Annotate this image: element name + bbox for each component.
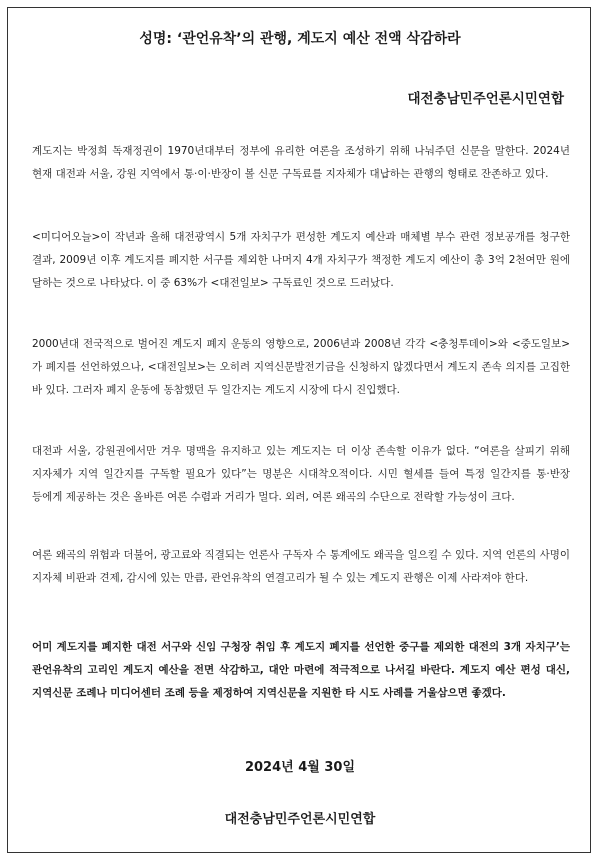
paragraph-3: 2000년대 전국적으로 벌어진 계도지 폐지 운동의 영향으로, 2006년과 2008년 각각 <충청투데이>와 <중도일보>가 폐지를 선언하였으나, <대전일보>는 오히려 지역신문발전기금을 신청하지 않겠다면서 계도지 존속 의지를 고집한 바 있다. 그러자 폐지 운동에 동참했던 두 일간지는 계도지 시장에 다시 진입했다. (32, 338, 570, 396)
issuer-name: 대전충남민주언론시민연합 (407, 91, 564, 107)
paragraph-1: 계도지는 박정희 독재정권이 1970년대부터 정부에 유리한 여론을 조성하기 위해 나눠주던 신문을 말한다. 2024년 현재 대전과 서울, 강원 지역에서 통·이·반장이 볼 신문 구독료를 지자체가 대납하는 관행의 형태로 잔존하고 있다. (32, 145, 570, 180)
paragraph-5: 여론 왜곡의 위험과 더불어, 광고료와 직결되는 언론사 구독자 수 통계에도 왜곡을 일으킬 수 있다. 지역 언론의 사명이 지자체 비판과 견제, 감시에 있는 만큼, 관언유착의 연결고리가 될 수 있는 계도지 관행은 이제 사라져야 한다. (32, 549, 570, 584)
signature-name: 대전충남민주언론시민연합 (224, 812, 376, 827)
statement-title: 성명: ‘관언유착’의 관행, 계도지 예산 전액 삭감하라 (139, 31, 461, 47)
paragraph-4: 대전과 서울, 강원권에서만 겨우 명맥을 유지하고 있는 계도지는 더 이상 존속할 이유가 없다. “여론을 살피기 위해 지자체가 지역 일간지를 구독할 필요가 있다”는 명분은 시대착오적이다. 시민 혈세를 들여 특정 일간지를 통·반장 등에게 제공하는 것은 올바른 여론 수렴과 거리가 멀다. 외려, 여론 왜곡의 수단으로 전락할 가능성이 크다. (32, 445, 570, 503)
statement-date: 2024년 4월 30일 (244, 760, 356, 775)
document-border (7, 7, 591, 853)
paragraph-6-demand: 어미 계도지를 폐지한 대전 서구와 신임 구청장 취임 후 계도지 폐지를 선언한 중구를 제외한 대전의 3개 자치구’는 관언유착의 고리인 계도지 예산을 전면 삭감하고, 대안 마련에 적극적으로 나서길 바란다. 계도지 예산 편성 대신, 지역신문 조례나 미디어센터 조례 등을 제정하여 지역신문을 지원한 타 시도 사례를 거울삼으면 좋겠다. (32, 641, 570, 699)
paragraph-2: <미디어오늘>이 작년과 올해 대전광역시 5개 자치구가 편성한 계도지 예산과 매체별 부수 관련 정보공개를 청구한 결과, 2009년 이후 계도지를 폐지한 서구를 제외한 나머지 4개 자치구가 책정한 계도지 예산이 총 3억 2천여만 원에 달하는 것으로 나타났다. 이 중 63%가 <대전일보> 구독료인 것으로 드러났다. (32, 231, 570, 289)
